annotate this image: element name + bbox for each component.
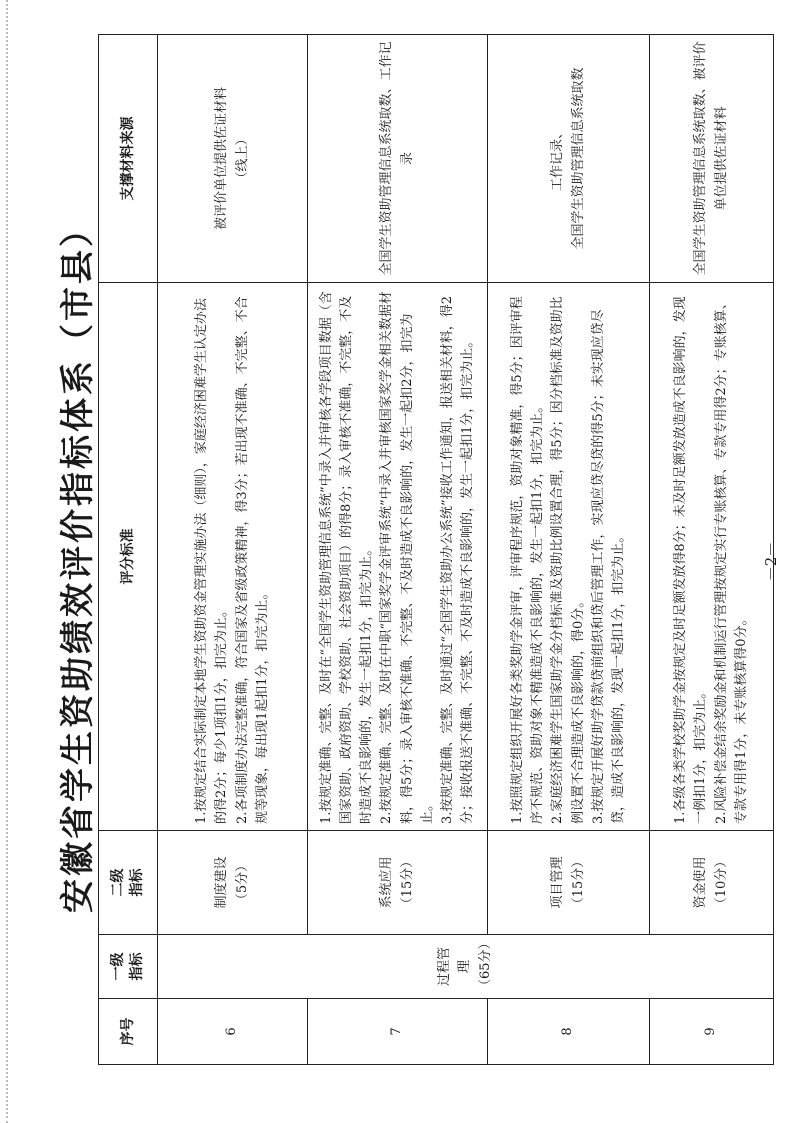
header-seq: 序号 bbox=[99, 999, 158, 1065]
standard-item: 2.按规定准确、完整、及时在中职“国家奖学金评审系统”中录入并审核国家奖学金相关数据材料，得5分；录入审核不准确、不完整、不及时造成不良影响的，发生一起扣2分，扣完为止。 bbox=[379, 291, 435, 824]
table-row bbox=[650, 35, 774, 1065]
row-level2: 制度建设 （5分） bbox=[158, 831, 308, 935]
standard-item: 2.风险补偿金结余奖励金和机制运行管理按规定实行专账核算、专款专用得2分；专账核算、专款专用得1分，未专账核算得0分。 bbox=[713, 296, 749, 824]
row-seq: 9 bbox=[650, 999, 774, 1065]
row-standard bbox=[308, 283, 488, 831]
table-header-row bbox=[99, 35, 158, 1065]
row-standard bbox=[650, 283, 774, 831]
row-seq: 7 bbox=[308, 999, 488, 1065]
standard-item: 2.各项制度办法完整准确，符合国家及省级政策精神，得3分；若出现不准确、不完整、不合规等现象，每出现1起扣1分，扣完为止。 bbox=[234, 296, 270, 824]
row-seq: 8 bbox=[488, 999, 650, 1065]
row-level2: 系统应用 （15分） bbox=[308, 831, 488, 935]
row-source: 工作记录、 全国学生资助管理信息系统取数 bbox=[488, 35, 650, 283]
standard-item: 1.各级各类学校奖助学金按规定及时足额发放得8分；未及时足额发放造成不良影响的，发现一例扣1分，扣完为止。 bbox=[673, 296, 709, 824]
page-title: 安徽省学生资助绩效评价指标体系（市县） bbox=[58, 210, 98, 913]
row-level2: 资金使用 （10分） bbox=[650, 831, 774, 935]
row-standard bbox=[158, 283, 308, 831]
binding-edge bbox=[0, 0, 8, 1123]
row-source: 被评价单位提供佐证材料 （线上） bbox=[158, 35, 308, 283]
standard-item: 1.按规定准确、完整、及时在“全国学生资助管理信息系统”中录入并审核各学段项目数据（含国家资助、政府资助、学校资助、社会资助项目）的得8分；录入审核不准确，不完整，不及时造成不良影响的，发生一起扣1分，扣完为止。 bbox=[318, 291, 375, 824]
table-row bbox=[158, 35, 308, 1065]
page-number: －2－ bbox=[762, 541, 780, 582]
standard-item: 3.按规定开展好助学贷款贷前组织和贷后管理工作，实现应贷尽贷的得5分；未实现应贷尽贷，造成不良影响的，发现一起扣1分，扣完为止。 bbox=[590, 309, 626, 824]
table-row bbox=[308, 35, 488, 1065]
header-source: 支撑材料来源 bbox=[99, 35, 158, 283]
row-source: 全国学生资助管理信息系统取数、被评价单位提供佐证材料 bbox=[650, 35, 774, 283]
header-level2: 二级 指标 bbox=[99, 831, 158, 935]
row-seq: 6 bbox=[158, 999, 308, 1065]
level1-process-management: 过程管理 （65分） bbox=[158, 935, 774, 999]
standard-item: 3.按规定准确、完整、及时通过“全国学生资助办公系统”接收工作通知，报送相关材料，得2分；接收报送不准确、不完整、不及时造成不良影响的，发生一起扣1分，扣完为止。 bbox=[439, 296, 475, 824]
header-standard: 评分标准 bbox=[99, 283, 158, 831]
standard-item: 2.家庭经济困难学生国家助学金分档标准及资助比例设置合理，得5分；因分档标准及资助比例设置不合理造成不良影响的，得0分。 bbox=[550, 296, 586, 824]
row-level2: 项目管理 （15分） bbox=[488, 831, 650, 935]
standard-item: 1.按照规定组织开展好各类奖助学金评审，评审程序规范，资助对象精准，得5分；因评审程序不规范、资助对象不精准造成不良影响的，发生一起扣1分，扣完为止。 bbox=[510, 296, 546, 824]
header-level1: 一级 指标 bbox=[99, 935, 158, 999]
indicator-table bbox=[98, 34, 774, 1065]
table-row bbox=[488, 35, 650, 1065]
row-standard bbox=[488, 283, 650, 831]
standard-item: 1.按规定结合实际制定本地学生资助资金管理实施办法（细则），家庭经济困难学生认定办法的得2分；每少1项扣1分，扣完为止。 bbox=[194, 298, 230, 824]
row-source: 全国学生资助管理信息系统取数、工作记录 bbox=[308, 35, 488, 283]
